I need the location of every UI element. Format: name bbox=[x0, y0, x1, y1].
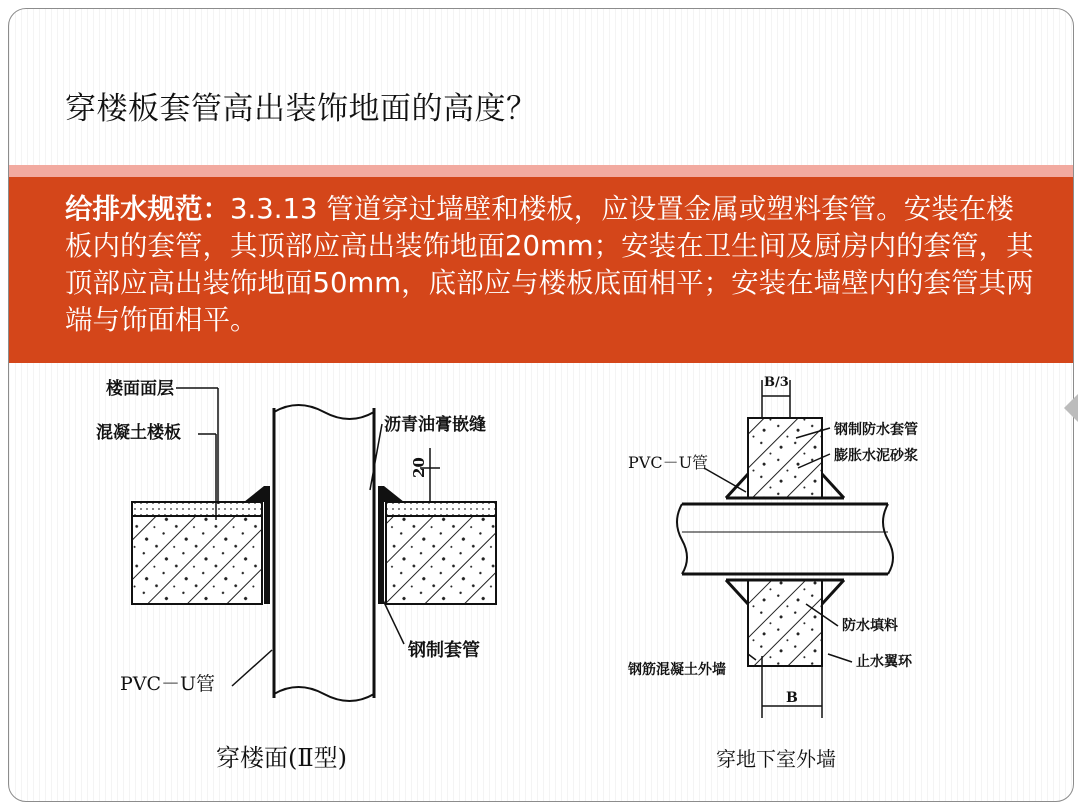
slab-right bbox=[386, 502, 496, 604]
label-steel-sleeve: 钢制套管 bbox=[408, 640, 480, 661]
regulation-body: 3.3.13 管道穿过墙壁和楼板，应设置金属或塑料套管。安装在楼板内的套管，其顶部应高出装饰地面20mm；安装在卫生间及厨房内的套管，其顶部应高出装饰地面50mm，底部应与楼板底面相平；安装在墙壁内的套管其两端与饰面相平。 bbox=[65, 193, 1034, 336]
regulation-text-block bbox=[65, 191, 1035, 339]
label-dimension-20: 20 bbox=[410, 457, 428, 478]
sealant-left bbox=[244, 486, 264, 502]
label-rc-wall: 钢筋混凝土外墙 bbox=[628, 662, 726, 678]
regulation-band bbox=[9, 177, 1073, 363]
label-steel-waterproof-sleeve: 钢制防水套管 bbox=[834, 422, 918, 438]
caption-floor-penetration: 穿楼面(Ⅱ型) bbox=[216, 744, 348, 772]
steel-sleeve-right bbox=[378, 486, 384, 604]
label-expansion-mortar: 膨胀水泥砂浆 bbox=[834, 448, 918, 464]
slide-nav-arrow-icon[interactable] bbox=[1064, 394, 1078, 422]
rc-wall-bottom bbox=[748, 580, 822, 666]
label-waterproof-filler: 防水填料 bbox=[842, 618, 898, 634]
slab-left bbox=[132, 502, 262, 604]
label-dim-b: B bbox=[786, 690, 798, 706]
slide-title: 穿楼板套管高出装饰地面的高度？ bbox=[65, 91, 538, 127]
label-concrete-slab: 混凝土楼板 bbox=[96, 423, 181, 443]
steel-sleeve-left bbox=[264, 486, 270, 604]
figure-wall-penetration bbox=[576, 368, 1046, 800]
rc-wall-top bbox=[748, 418, 822, 498]
figure-floor-penetration bbox=[66, 368, 546, 800]
label-floor-finish: 楼面面层 bbox=[106, 379, 174, 399]
sealant-right bbox=[384, 486, 404, 502]
caption-wall-penetration: 穿地下室外墙 bbox=[716, 747, 836, 771]
label-pvc-pipe: PVC－U管 bbox=[120, 673, 216, 695]
label-water-stop-ring: 止水翼环 bbox=[856, 654, 912, 670]
regulation-separator: ： bbox=[202, 193, 230, 225]
pvc-pipe bbox=[274, 405, 374, 701]
label-asphalt-seal: 沥青油膏嵌缝 bbox=[384, 415, 486, 435]
regulation-label: 给排水规范 bbox=[65, 193, 203, 225]
accent-stripe bbox=[9, 165, 1073, 177]
label-dim-b3: B/3 bbox=[764, 375, 789, 390]
pvc-pipe-horizontal bbox=[677, 504, 893, 574]
label-pvc-pipe-right: PVC－U管 bbox=[628, 453, 709, 472]
